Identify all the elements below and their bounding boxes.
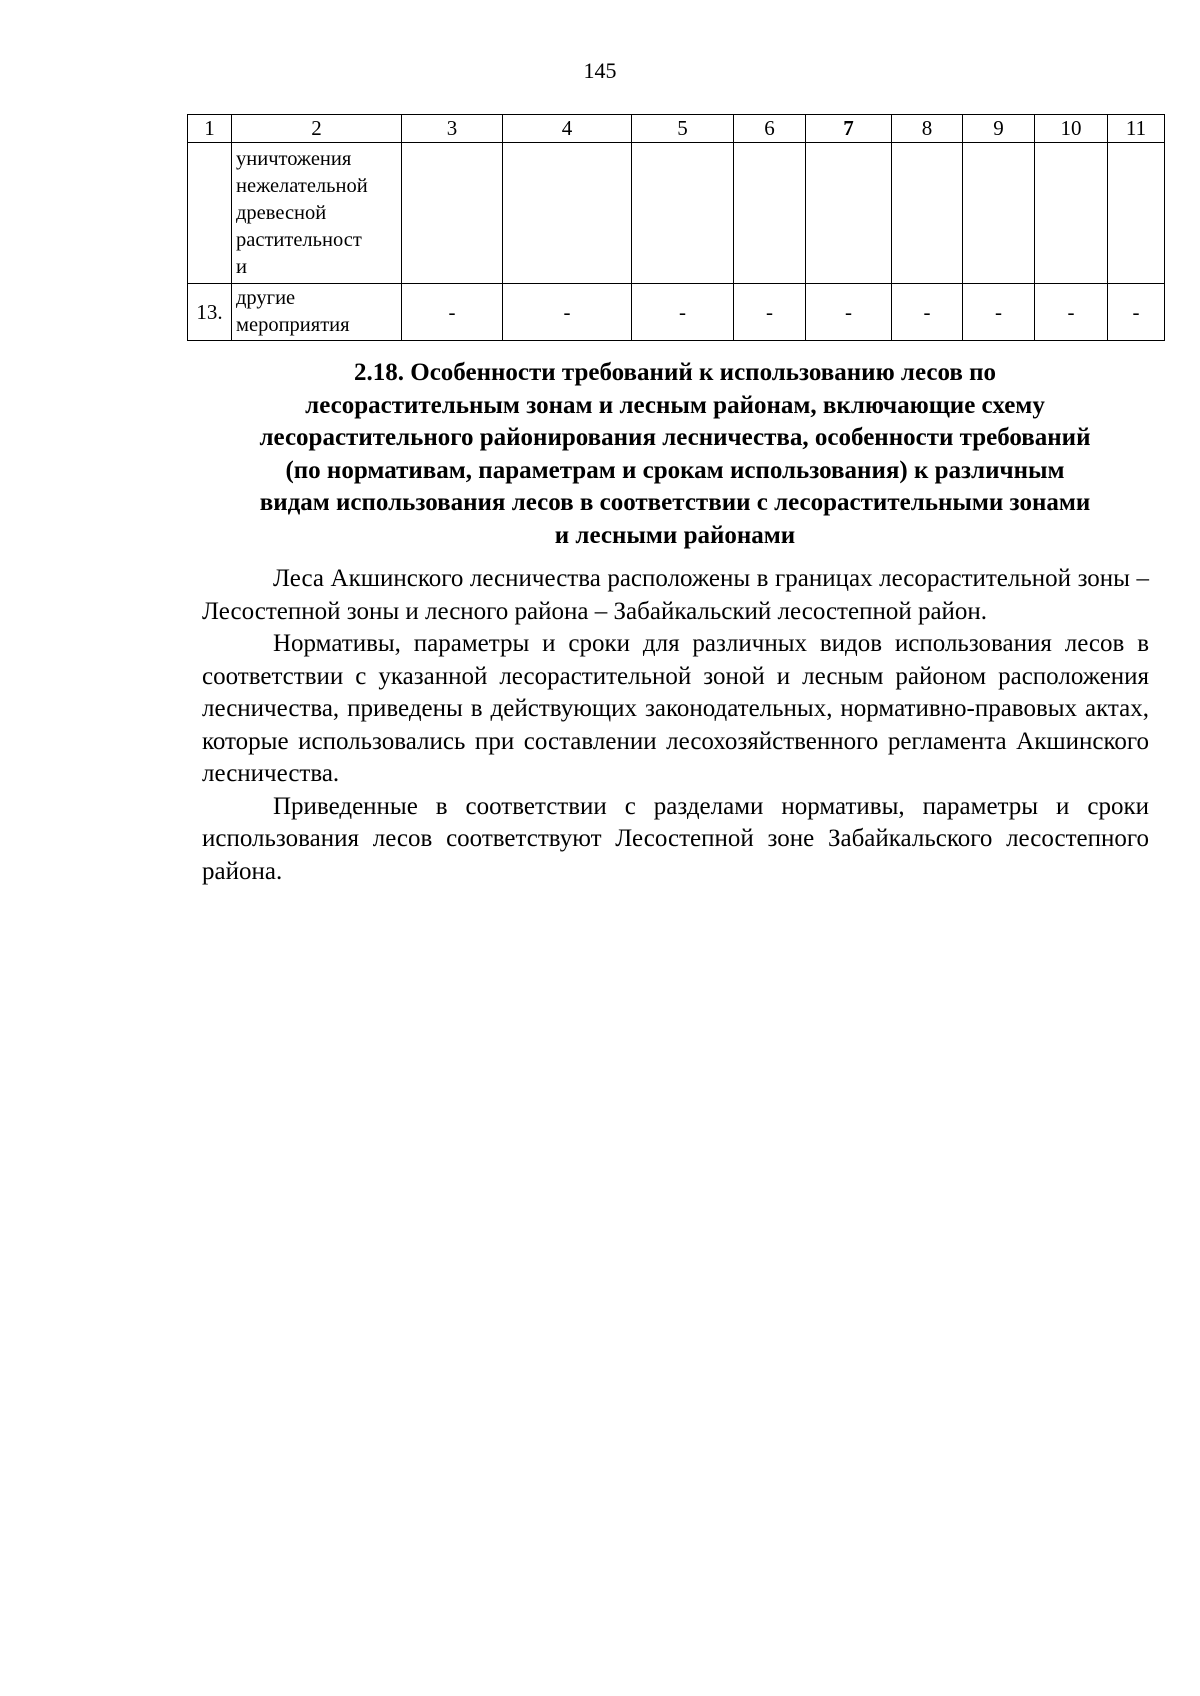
header-cell: 1 bbox=[188, 115, 232, 143]
value-cell: - bbox=[503, 284, 632, 341]
value-cell: - bbox=[806, 284, 892, 341]
value-cell: - bbox=[1108, 284, 1165, 341]
value-cell bbox=[402, 143, 503, 284]
row-description-cell bbox=[232, 143, 402, 284]
table-row bbox=[188, 143, 1165, 284]
header-cell: 10 bbox=[1035, 115, 1108, 143]
continued-table bbox=[187, 114, 1165, 341]
header-cell: 11 bbox=[1108, 115, 1165, 143]
heading-line: видам использования лесов в соответствии с лесорастительными зонами bbox=[259, 489, 1091, 517]
value-cell bbox=[963, 143, 1035, 284]
header-cell: 3 bbox=[402, 115, 503, 143]
value-cell: - bbox=[632, 284, 734, 341]
row-number-cell: 13. bbox=[188, 284, 232, 341]
paragraph: Нормативы, параметры и сроки для различных видов использования лесов в соответствии с указанной лесорастительной зоной и лесным районом расположения лесничества, приведены в действующих законодательных, нормативно-правовых актах, которые использовались при составлении лесохозяйственного регламента Акшинского лесничества. bbox=[202, 630, 1149, 787]
heading-line: и лесными районами bbox=[554, 521, 796, 549]
heading-line: 2.18. Особенности требований к использованию лесов по bbox=[354, 359, 996, 386]
value-cell: - bbox=[734, 284, 806, 341]
header-cell: 2 bbox=[232, 115, 402, 143]
description-line: растительност bbox=[236, 228, 362, 251]
heading-line: лесорастительным зонам и лесным районам, включающие схему bbox=[305, 391, 1045, 419]
description-line: уничтожения bbox=[236, 147, 352, 170]
header-cell: 5 bbox=[632, 115, 734, 143]
description-line: и bbox=[236, 255, 247, 278]
description-line: мероприятия bbox=[236, 314, 350, 336]
heading-line: (по нормативам, параметрам и срокам использования) к различным bbox=[285, 456, 1065, 484]
section-body bbox=[202, 563, 1149, 888]
value-cell bbox=[503, 143, 632, 284]
description-line: другие bbox=[236, 287, 296, 309]
table-header-row bbox=[188, 115, 1165, 143]
paragraph: Леса Акшинского лесничества расположены в границах лесорастительной зоны – Лесостепной зоны и лесного района – Забайкальский лесостепной район. bbox=[202, 565, 1149, 625]
value-cell bbox=[632, 143, 734, 284]
section-heading bbox=[190, 357, 1160, 553]
row-number-cell bbox=[188, 143, 232, 284]
description-line: нежелательной bbox=[236, 174, 368, 197]
header-cell: 7 bbox=[806, 115, 892, 143]
value-cell: - bbox=[963, 284, 1035, 341]
value-cell: - bbox=[892, 284, 963, 341]
value-cell bbox=[1035, 143, 1108, 284]
value-cell bbox=[734, 143, 806, 284]
page-number: 145 bbox=[583, 58, 617, 83]
value-cell: - bbox=[1035, 284, 1108, 341]
value-cell: - bbox=[402, 284, 503, 341]
heading-line: лесорастительного районирования лесничества, особенности требований bbox=[259, 424, 1091, 452]
row-description-cell bbox=[232, 284, 402, 341]
description-line: древесной bbox=[236, 201, 327, 224]
table-row bbox=[188, 284, 1165, 341]
header-cell: 4 bbox=[503, 115, 632, 143]
value-cell bbox=[806, 143, 892, 284]
value-cell bbox=[1108, 143, 1165, 284]
value-cell bbox=[892, 143, 963, 284]
header-cell: 8 bbox=[892, 115, 963, 143]
header-cell: 6 bbox=[734, 115, 806, 143]
paragraph: Приведенные в соответствии с разделами нормативы, параметры и сроки использования лесов соответствуют Лесостепной зоне Забайкальского лесостепного района. bbox=[202, 792, 1149, 885]
header-cell: 9 bbox=[963, 115, 1035, 143]
